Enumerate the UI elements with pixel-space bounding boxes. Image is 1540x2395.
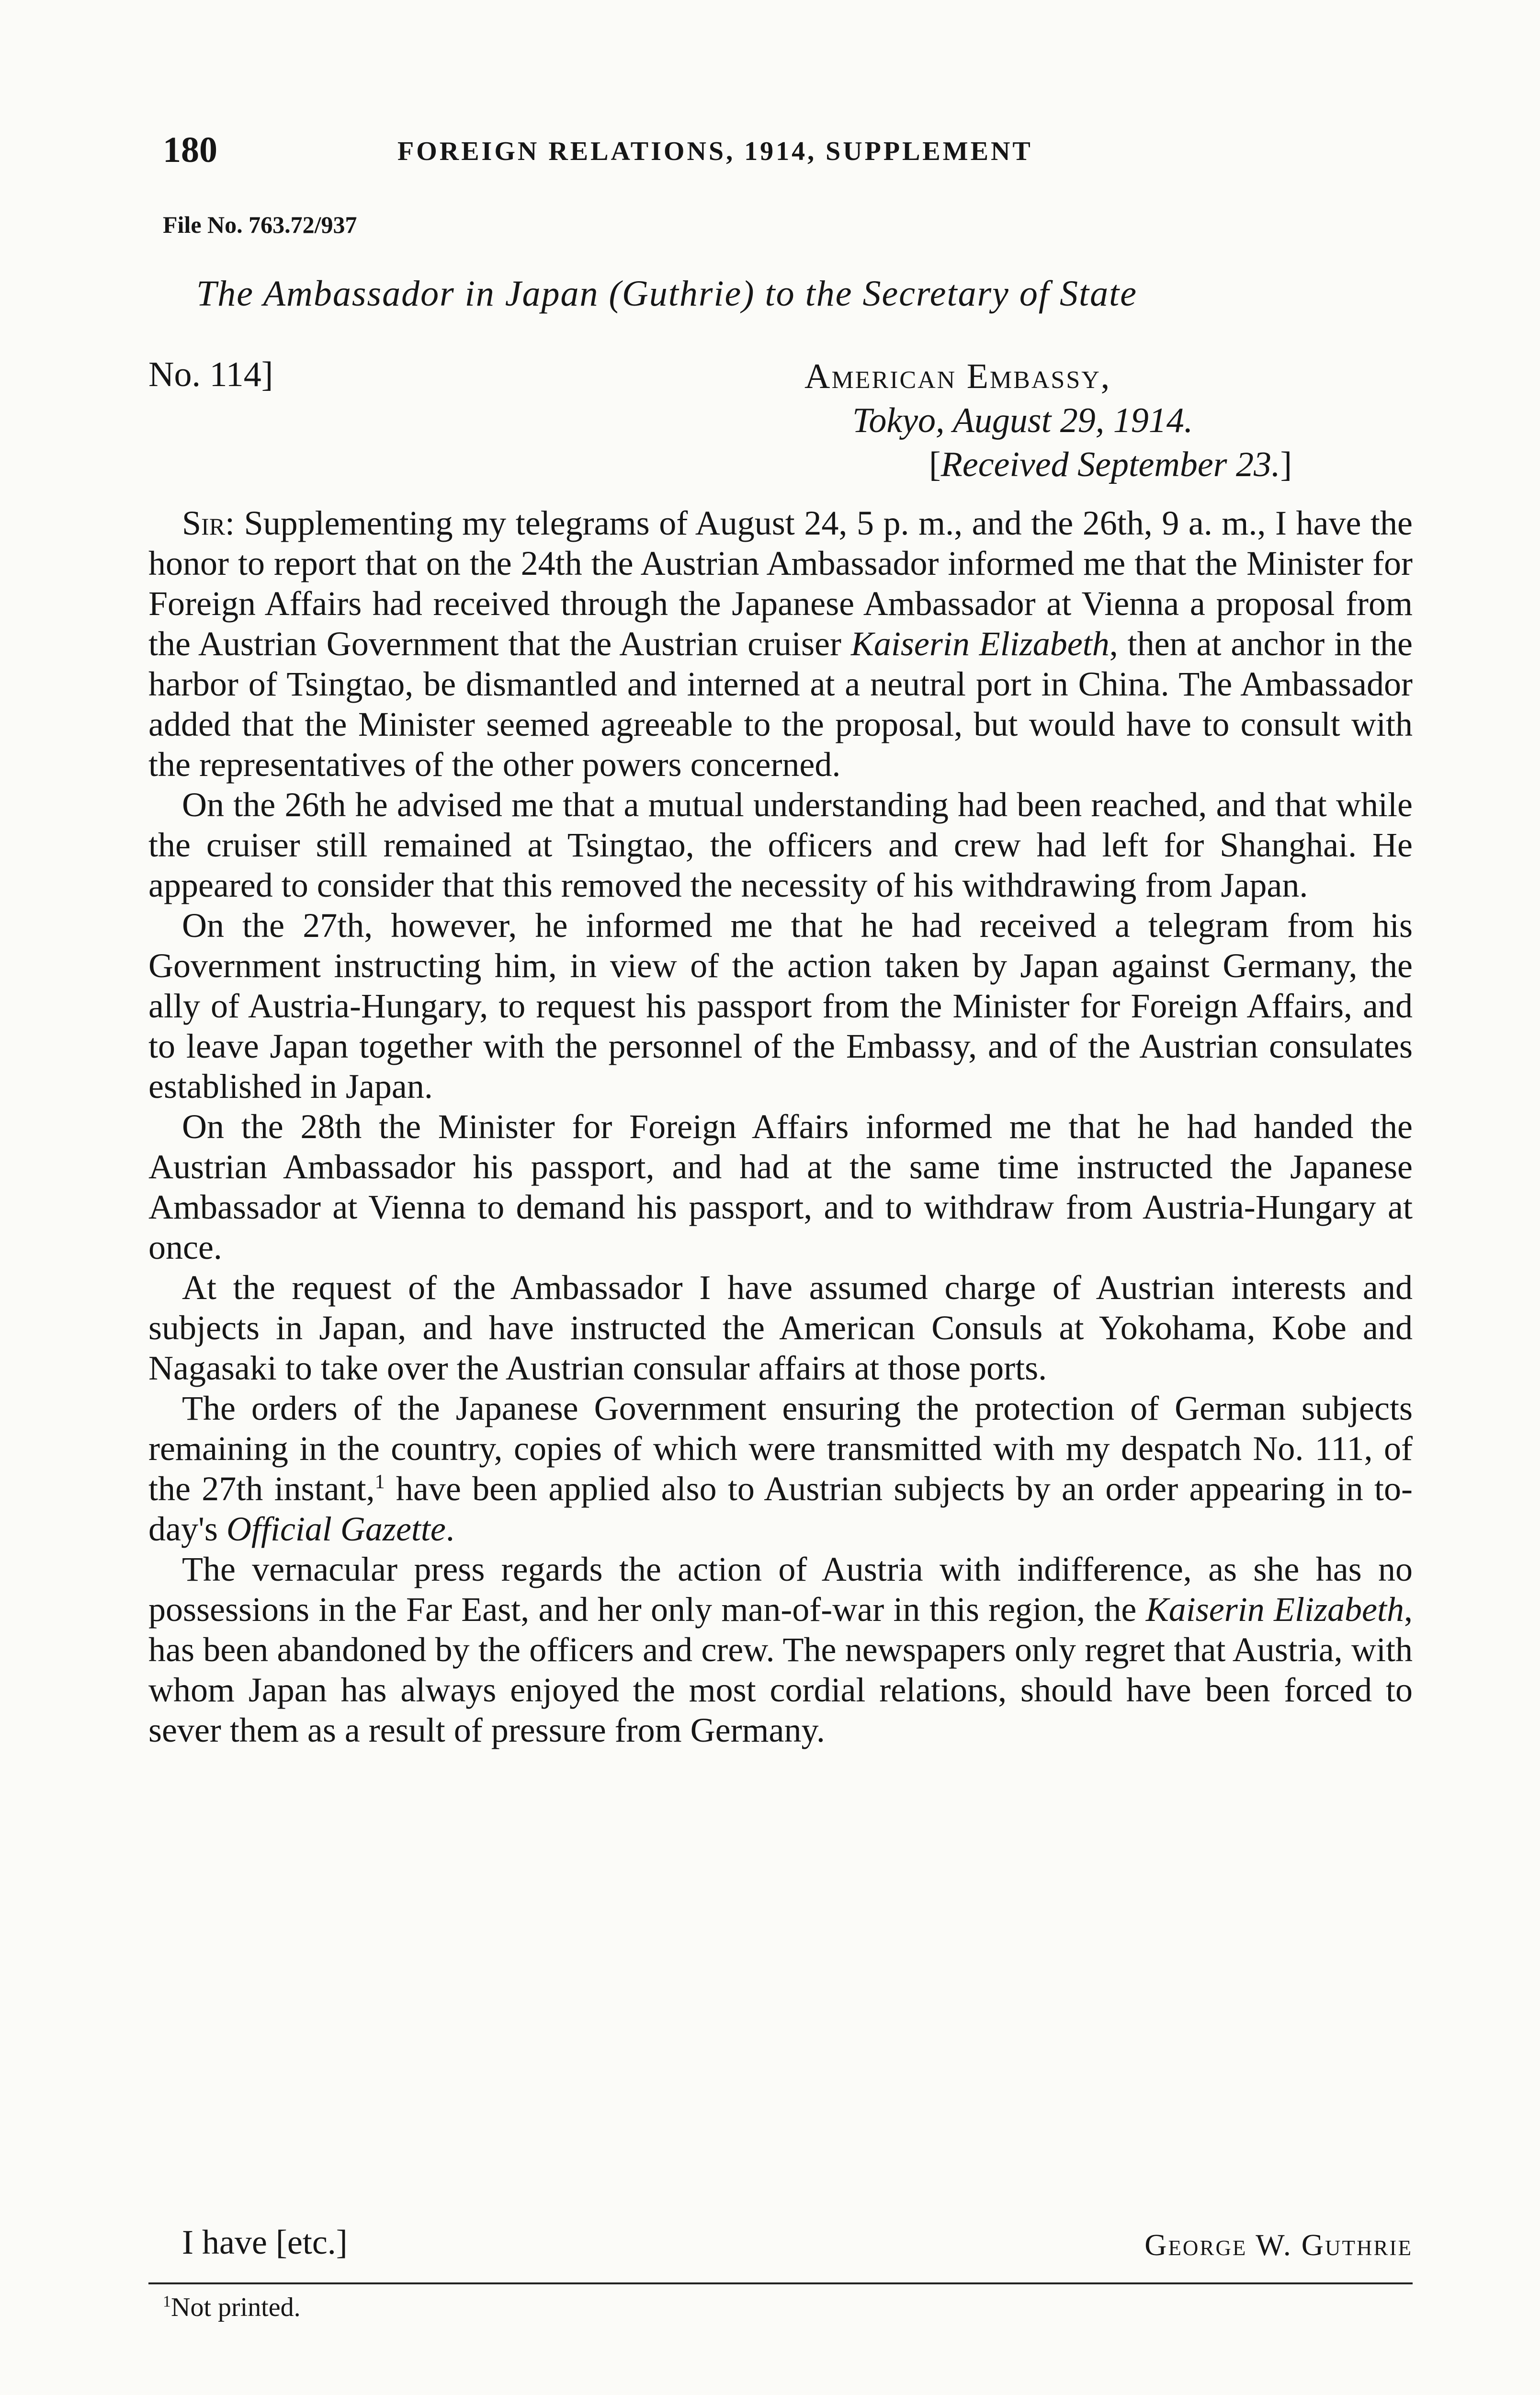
paragraph-2: On the 26th he advised me that a mutual understanding had been reached, and that while the cruiser still remained at Tsingtao, the officers and crew had left for Shanghai. He appeared to consider that this removed the necessity of his withdrawing from Japan.: [148, 786, 1413, 904]
paragraph-4: On the 28th the Minister for Foreign Affairs informed me that he had handed the Austrian Ambassador his passport, and had at the same time instructed the Japanese Ambassador at Vienna to demand his passport, and to withdraw from Austria-Hungary at once.: [148, 1107, 1413, 1266]
paragraph-3: On the 27th, however, he informed me that he had received a telegram from his Government instructing him, in view of the action taken by Japan against Germany, the ally of Austria-Hungary, to request his passport from the Minister for Foreign Affairs, and to leave Japan together with the personnel of the Embassy, and of the Austrian consulates established in Japan.: [148, 906, 1413, 1106]
footnote-rule: [148, 2282, 1413, 2284]
running-head: [148, 129, 1413, 187]
paragraph-6-mid: have been applied also to Austrian subjects by an order appearing in to-day's: [148, 1470, 1413, 1548]
document-title: The Ambassador in Japan (Guthrie) to the Secretary of State: [196, 274, 1137, 314]
embassy-line: American Embassy,: [804, 357, 1111, 396]
footnote-reference: 1: [374, 1471, 385, 1493]
place-date-line: Tokyo, August 29, 1914.: [852, 401, 1193, 440]
gazette-name: Official Gazette: [226, 1510, 446, 1548]
page-number: 180: [163, 130, 217, 170]
footnote-text: Not printed.: [171, 2292, 301, 2322]
paragraph-1: [148, 503, 1413, 785]
paragraph-1-text: : Supplementing my telegrams of August 24, 5 p. m., and the 26th, 9 a. m., I have the honor to report that on the 24th the Austrian Ambassador informed me that the Minister for Foreign Affairs had received through the Japanese Ambassador at Vienna a proposal from the Austrian Government that the Austrian cruiser: [148, 504, 1413, 663]
despatch-number: No. 114]: [148, 355, 273, 394]
footnote: [163, 2292, 301, 2323]
received-date: Received September 23.: [940, 445, 1280, 484]
paragraph-6-end: .: [445, 1510, 454, 1548]
received-open-bracket: [: [929, 445, 941, 484]
file-number: File No. 763.72/937: [163, 211, 357, 238]
salutation: Sir: [182, 504, 226, 542]
closing-text: I have [etc.]: [182, 2223, 348, 2261]
ship-name: Kaiserin Elizabeth: [850, 625, 1110, 663]
paragraph-7: [148, 1549, 1413, 1750]
paragraph-7-end: , has been abandoned by the officers and crew. The newspapers only regret that Austria, with whom Japan has always enjoyed the most cordial relations, should have been forced to sever them as a result of pressure from Germany.: [148, 1590, 1413, 1749]
paragraph-5: At the request of the Ambassador I have assumed charge of Austrian interests and subjects in Japan, and have instructed the American Consuls at Yokohama, Kobe and Nagasaki to take over the Austrian consular affairs at those ports.: [148, 1268, 1413, 1387]
signature: George W. Guthrie: [1144, 2228, 1413, 2262]
paragraph-1-end: , then at anchor in the harbor of Tsingtao, be dismantled and interned at a neutral port in China. The Ambassador added that the Minister seemed agreeable to the proposal, but would have to consult with the representatives of the other powers concerned.: [148, 625, 1413, 784]
closing-block: [148, 2223, 1413, 2270]
paragraph-6: [148, 1388, 1413, 1549]
received-line: [804, 443, 1413, 487]
footnote-marker: 1: [163, 2292, 171, 2311]
letter-body: [148, 503, 1413, 1750]
paragraph-6-text: The orders of the Japanese Government ensuring the protection of German subjects remaining in the country, copies of which were transmitted with my despatch No. 111, of the 27th instant,: [148, 1389, 1413, 1508]
paragraph-7-text: The vernacular press regards the action of Austria with indifference, as she has no possessions in the Far East, and her only man-of-war in this region, the: [148, 1550, 1413, 1629]
running-title: FOREIGN RELATIONS, 1914, SUPPLEMENT: [397, 137, 1033, 166]
ship-name-2: Kaiserin Elizabeth: [1145, 1590, 1404, 1629]
received-close-bracket: ]: [1280, 445, 1292, 484]
dateline: [804, 354, 1413, 487]
